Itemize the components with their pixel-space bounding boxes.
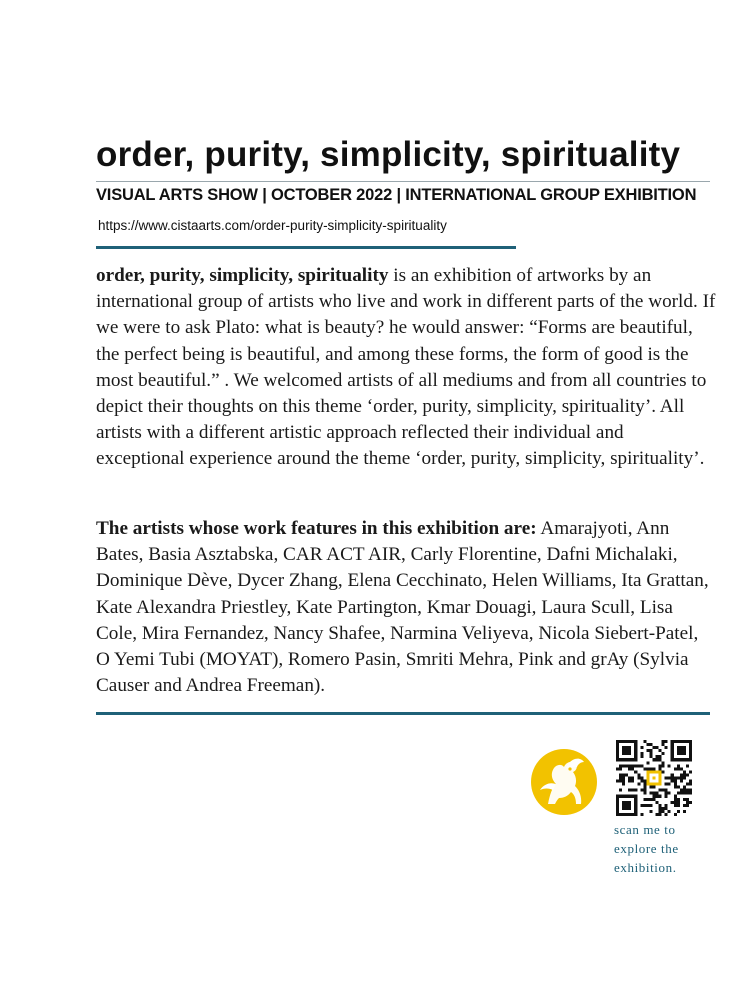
page-subtitle: VISUAL ARTS SHOW | OCTOBER 2022 | INTERNATIONAL GROUP EXHIBITION <box>96 186 697 204</box>
title-divider <box>96 181 710 182</box>
artists-lead: The artists whose work features in this exhibition are: <box>96 518 537 539</box>
qr-code[interactable] <box>616 740 692 816</box>
exhibition-url[interactable]: https://www.cistaarts.com/order-purity-simplicity-spirituality <box>98 218 447 233</box>
footer-divider <box>96 712 710 715</box>
intro-paragraph <box>96 263 716 473</box>
url-divider <box>96 246 516 249</box>
lion-logo-icon <box>526 731 602 818</box>
scan-caption: scan me to explore the exhibition. <box>614 822 679 875</box>
cista-arts-logo <box>526 731 602 818</box>
artists-text: Amarajyoti, Ann Bates, Basia Asztabska, CAR ACT AIR, Carly Florentine, Dafni Michalaki, Dominique Dève, Dycer Zhang, Elena Cecchinato, Helen Williams, Ita Grattan, Kate Alexandra Priestley, Kate Partington, Kmar Douagi, Laura Scull, Lisa Cole, Mira Fernandez, Nancy Shafee, Narmina Veliyeva, Nicola Siebert-Patel, O Yemi Tubi (MOYAT), Romero Pasin, Smriti Mehra, Pink and grAy (Sylvia Causer and Andrea Freeman). <box>96 518 709 697</box>
intro-text: is an exhibition of artworks by an international group of artists who live and work in different parts of the world. If we were to ask Plato: what is beauty? he would answer: “Forms are beautiful, the perfect being is beautiful, and among these forms, the form of good is the most beautiful.” . We welcomed artists of all mediums and from all countries to depict their thoughts on this theme ‘order, purity, simplicity, spirituality’. All artists with a different artistic approach reflected their individual and exceptional experience around the theme ‘order, purity, simplicity, spirituality’. <box>96 265 716 470</box>
logo-text: CISTA ARTS <box>526 731 600 740</box>
qr-code-icon[interactable] <box>616 740 692 816</box>
intro-lead: order, purity, simplicity, spirituality <box>96 265 389 286</box>
artists-paragraph <box>96 516 716 699</box>
page-title: order, purity, simplicity, spirituality <box>96 135 681 174</box>
